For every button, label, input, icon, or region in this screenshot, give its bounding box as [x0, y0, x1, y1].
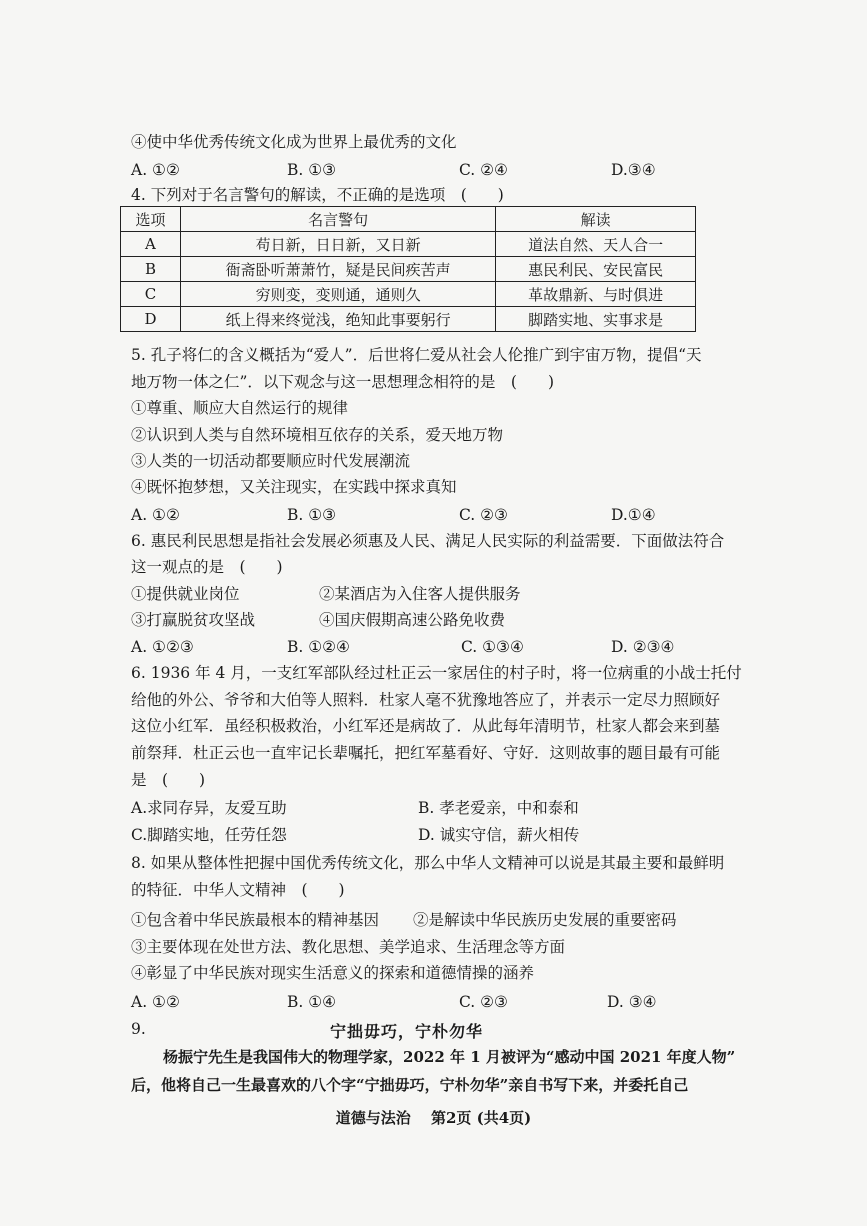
q6a-item-4: ④国庆假期高速公路免收费 — [319, 611, 506, 629]
q6b-option-d: D. 诚实守信，薪火相传 — [418, 826, 580, 844]
q5-option-a: A. ①② — [131, 506, 180, 524]
q8-option-b: B. ①④ — [287, 993, 337, 1011]
q8-option-a: A. ①② — [131, 993, 180, 1011]
table-row — [121, 257, 696, 282]
q9-title: 宁拙毋巧，宁朴勿华 — [330, 1022, 484, 1041]
table-cell: 衙斋卧听萧萧竹，疑是民间疾苦声 — [180, 257, 495, 282]
q6a-stem-line-1: 6. 惠民利民思想是指社会发展必须惠及人民、满足人民实际的利益需要．下面做法符合 — [131, 532, 725, 550]
q5-stem-line-1: 5. 孔子将仁的含义概括为“爱人”．后世将仁爱从社会人伦推广到宇宙万物，提倡“天 — [131, 346, 702, 364]
q5-option-b: B. ①③ — [287, 506, 337, 524]
table-cell: D — [121, 307, 181, 332]
table-row — [121, 282, 696, 307]
table-cell: 惠民利民、安民富民 — [496, 257, 696, 282]
q8-item-3: ③主要体现在处世方法、教化思想、美学追求、生活理念等方面 — [131, 938, 566, 956]
table-header: 名言警句 — [180, 207, 495, 232]
q6b-line-5: 是 ( ) — [131, 771, 206, 789]
q6a-option-a: A. ①②③ — [131, 638, 194, 656]
table-cell: 苟日新，日日新，又日新 — [180, 232, 495, 257]
q6a-option-b: B. ①②④ — [287, 638, 350, 656]
page-footer: 道德与法治 第2页 (共4页) — [335, 1109, 532, 1127]
q8-item-2: ②是解读中华民族历史发展的重要密码 — [413, 911, 677, 929]
q6a-option-c: C. ①③④ — [461, 638, 524, 656]
q8-option-d: D. ③④ — [607, 993, 657, 1011]
table-cell: C — [121, 282, 181, 307]
q6b-option-b: B. 孝老爱亲，中和泰和 — [418, 799, 579, 817]
table-cell: 纸上得来终觉浅，绝知此事要躬行 — [180, 307, 495, 332]
q8-item-1: ①包含着中华民族最根本的精神基因 — [131, 911, 380, 929]
q8-stem-line-2: 的特征．中华人文精神 ( ) — [131, 881, 345, 899]
q6a-stem-line-2: 这一观点的是 ( ) — [131, 558, 283, 576]
q6b-line-2: 给他的外公、爷爷和大伯等人照料．杜家人毫不犹豫地答应了，并表示一定尽力照顾好 — [131, 691, 721, 709]
table-row — [121, 232, 696, 257]
q8-option-c: C. ②③ — [459, 993, 508, 1011]
q6b-option-c: C.脚踏实地，任劳任怨 — [131, 826, 287, 844]
q5-item-2: ②认识到人类与自然环境相互依存的关系，爱天地万物 — [131, 426, 504, 444]
table-cell: 道法自然、天人合一 — [496, 232, 696, 257]
q5-option-d: D.①④ — [611, 506, 656, 524]
q4-stem: 4. 下列对于名言警句的解读，不正确的是选项 ( ) — [131, 186, 504, 204]
table-cell: B — [121, 257, 181, 282]
q9-number: 9. — [131, 1020, 146, 1038]
q3-option-c: C. ②④ — [459, 161, 508, 179]
q5-item-3: ③人类的一切活动都要顺应时代发展潮流 — [131, 452, 411, 470]
q6a-item-2: ②某酒店为入住客人提供服务 — [319, 585, 521, 603]
table-header-row — [121, 207, 696, 232]
table-cell: 脚踏实地、实事求是 — [496, 307, 696, 332]
q6a-item-3: ③打赢脱贫攻坚战 — [131, 611, 256, 629]
q6a-option-d: D. ②③④ — [611, 638, 675, 656]
table-header: 选项 — [121, 207, 181, 232]
table-cell: A — [121, 232, 181, 257]
q6b-option-a: A.求同存异，友爱互助 — [131, 799, 287, 817]
q3-option-b: B. ①③ — [287, 161, 337, 179]
table-cell: 革故鼎新、与时俱进 — [496, 282, 696, 307]
q5-stem-line-2: 地万物一体之仁”．以下观念与这一思想理念相符的是 ( ) — [131, 373, 555, 391]
q6a-item-1: ①提供就业岗位 — [131, 585, 240, 603]
q3-item-4: ④使中华优秀传统文化成为世界上最优秀的文化 — [131, 133, 457, 151]
q6b-line-4: 前祭拜．杜正云也一直牢记长辈嘱托，把红军墓看好、守好．这则故事的题目最有可能 — [131, 744, 721, 762]
q6b-line-1: 6. 1936 年 4 月，一支红军部队经过杜正云一家居住的村子时，将一位病重的小战士托付 — [131, 664, 742, 682]
q3-option-d: D.③④ — [611, 161, 656, 179]
table-cell: 穷则变，变则通，通则久 — [180, 282, 495, 307]
q8-stem-line-1: 8. 如果从整体性把握中国优秀传统文化，那么中华人文精神可以说是其最主要和最鲜明 — [131, 854, 725, 872]
q9-text-line-1: 杨振宁先生是我国伟大的物理学家，2022 年 1 月被评为“感动中国 2021 年度人物” — [163, 1048, 736, 1066]
q5-item-4: ④既怀抱梦想，又关注现实，在实践中探求真知 — [131, 478, 457, 496]
q8-item-4: ④彰显了中华民族对现实生活意义的探索和道德情操的涵养 — [131, 964, 535, 982]
table-row — [121, 307, 696, 332]
table-header: 解读 — [496, 207, 696, 232]
q9-text-line-2: 后，他将自己一生最喜欢的八个字“宁拙毋巧，宁朴勿华”亲自书写下来，并委托自己 — [131, 1076, 689, 1094]
q4-table — [120, 206, 696, 332]
q3-option-a: A. ①② — [131, 161, 180, 179]
q6b-line-3: 这位小红军．虽经积极救治，小红军还是病故了．从此每年清明节，杜家人都会来到墓 — [131, 717, 721, 735]
q5-option-c: C. ②③ — [459, 506, 508, 524]
q5-item-1: ①尊重、顺应大自然运行的规律 — [131, 399, 349, 417]
